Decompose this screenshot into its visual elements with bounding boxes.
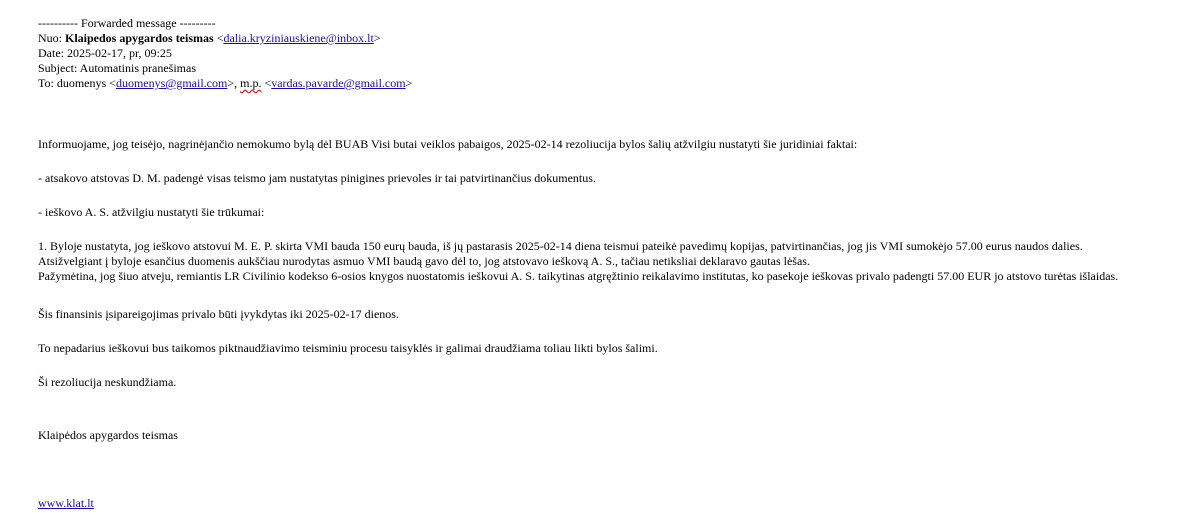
sender-email-link[interactable]: dalia.kryziniauskiene@inbox.lt [223, 31, 374, 45]
to-label: To: [38, 76, 54, 90]
body-paragraph-3: - ieškovo A. S. atžvilgiu nustatyti šie trūkumai: [38, 205, 265, 219]
body-paragraph-7: Ši rezoliucija neskundžiama. [38, 375, 177, 389]
forwarded-divider: ---------- Forwarded message --------- [38, 16, 216, 30]
website-link[interactable]: www.klat.lt [38, 496, 94, 510]
body-paragraph-5: Šis finansinis įsipareigojimas privalo būti įvykdytas iki 2025-02-17 dienos. [38, 307, 399, 321]
date-value: 2025-02-17, pr, 09:25 [67, 46, 172, 60]
recipient-email-link-2[interactable]: vardas.pavarde@gmail.com [271, 76, 406, 90]
website-line [38, 496, 94, 511]
body-paragraph-4-line-1: 1. Byloje nustatyta, jog ieškovo atstovui M. E. P. skirta VMI bauda 150 eurų bauda, iš jų pastarasis 2025-02-14 diena teismui pateikė pavedimų kopijas, patvirtinančias, jog jis VMI sumokėjo 57.00 eurus naudos dalies. [38, 239, 1083, 253]
body-paragraph-2: - atsakovo atstovas D. M. padengė visas teismo jam nustatytas pinigines prievoles ir tai patvirtinančius dokumentus. [38, 171, 596, 185]
recipient-email-link-1[interactable]: duomenys@gmail.com [115, 76, 228, 90]
subject-value: Automatinis pranešimas [79, 61, 196, 75]
from-line: Nuo: Klaipedos apygardos teismas <dalia.kryziniauskiene@inbox.lt> [38, 31, 381, 45]
body-paragraph-4 [38, 239, 1118, 284]
body-paragraph-6: To nepadarius ieškovui bus taikomos piktnaudžiavimo teisminiu procesu taisyklės ir galimai draudžiama toliau likti bylos šalimi. [38, 341, 658, 355]
from-label: Nuo: [38, 31, 62, 45]
body-paragraph-4-line-2: Atsižvelgiant į byloje esančius duomenis aukščiau nurodytas asmuo VMI baudą gavo dėl to, jog atstovavo ieškovą A. S., tačiau netiksliai deklaravo gautas lėšas. [38, 254, 810, 268]
sender-name: Klaipedos apygardos teismas [65, 31, 214, 45]
email-message [38, 16, 1188, 510]
subject-label: Subject: [38, 61, 78, 75]
recipient-name-2: m.p. [240, 76, 262, 90]
date-line [38, 46, 1188, 61]
recipient-name-1: duomenys [56, 76, 107, 90]
body-paragraph-4-line-3: Pažymėtina, jog šiuo atveju, remiantis LR Civilinio kodekso 6-osios knygos nuostatomis ieškovui A. S. taikytinas atgręžtinio reikalavimo institutas, ko pasekoje ieškovas privalo padengti 57.00 EUR jo atstovo turėtas išlaidas. [38, 269, 1119, 283]
body-paragraph-1: Informuojame, jog teisėjo, nagrinėjančio nemokumo bylą dėl BUAB Visi butai veiklos pabaigos, 2025-02-14 rezoliucija bylos šalių atžvilgiu nustatyti šie juridiniai faktai: [38, 137, 858, 151]
subject-line [38, 61, 1188, 76]
to-line: To: duomenys <duomenys@gmail.com>, m.p. <vardas.pavarde@gmail.com> [38, 76, 413, 90]
signature: Klaipėdos apygardos teismas [38, 428, 178, 442]
date-label: Date: [38, 46, 64, 60]
